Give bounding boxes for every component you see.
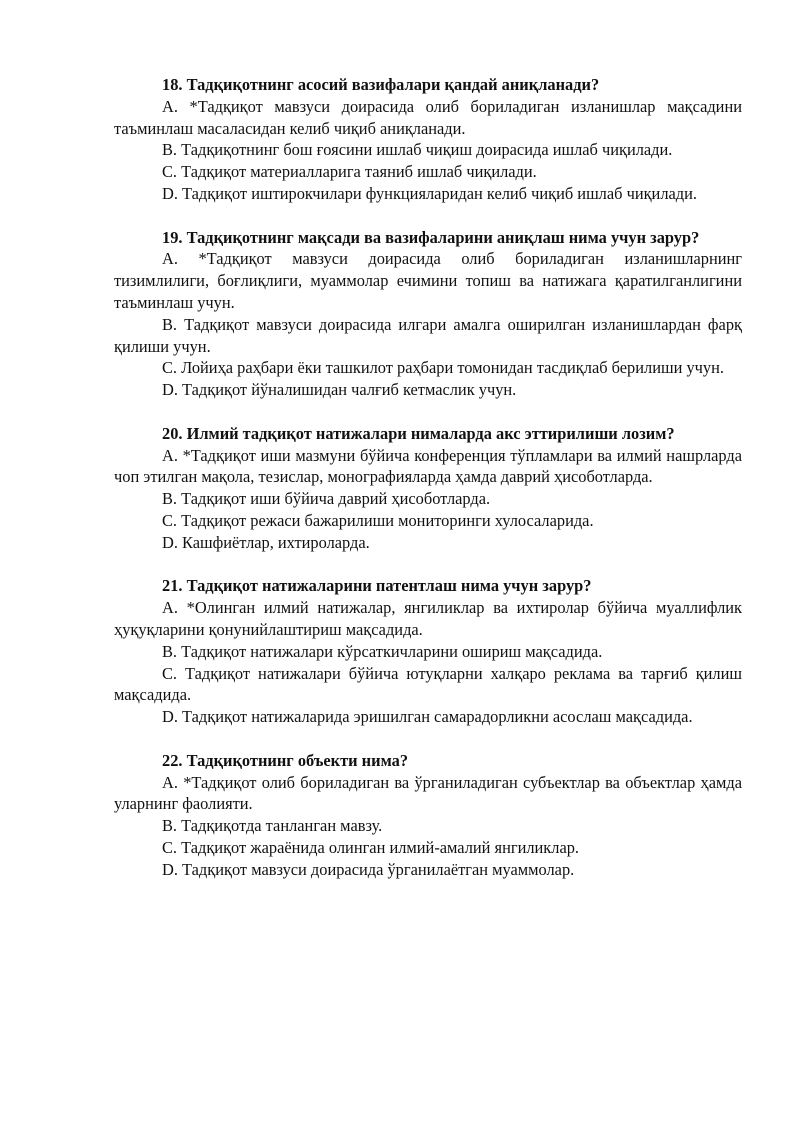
answer-option-a: А. *Олинган илмий натижалар, янгиликлар ва ихтиролар бўйича муаллифлик ҳуқуқларини қонунийлаштириш мақсадида. bbox=[114, 598, 742, 639]
answer-option-a: А. *Тадқиқот мавзуси доирасида олиб бориладиган изланишлар мақсадини таъминлаш масаласидан келиб чиқиб аниқланади. bbox=[114, 96, 742, 138]
answer-option-b: В. Тадқиқот натижалари кўрсаткичларини ошириш мақсадида. bbox=[162, 641, 603, 661]
answer-option-b: В. Тадқиқотда танланган мавзу. bbox=[162, 816, 383, 836]
answer-option-c: С. Тадқиқот режаси бажарилиши мониторинги хулосаларида. bbox=[162, 510, 594, 530]
answer-option-a: А. *Тадқиқот мавзуси доирасида олиб бориладиган изланишларнинг тизимлилиги, боғлиқлиги, муаммолар ечимини топиш ва натижага қаратилганлигини таъминлаш учун. bbox=[114, 249, 742, 312]
answer-option-a: А. *Тадқиқот олиб бориладиган ва ўрганиладиган субъектлар ва объектлар ҳамда уларнинг фаолияти. bbox=[114, 772, 742, 814]
answer-option-c: С. Тадқиқот материалларига таяниб ишлаб чиқилади. bbox=[162, 162, 537, 182]
answer-option-c: С. Тадқиқот натижалари бўйича ютуқларни халқаро реклама ва тарғиб қилиш мақсадида. bbox=[114, 663, 742, 705]
answer-option-d: D. Тадқиқот мавзуси доирасида ўрганилаётган муаммолар. bbox=[162, 859, 575, 879]
answer-option-b: В. Тадқиқот иши бўйича даврий ҳисоботларда. bbox=[162, 489, 491, 509]
answer-option-d: D. Тадқиқот натижаларида эришилган самарадорликни асослаш мақсадида. bbox=[162, 707, 693, 727]
answer-option-a: А. *Тадқиқот иши мазмуни бўйича конференция тўпламлари ва илмий нашрларда чоп этилган мақола, тезислар, монографияларда ҳамда даврий ҳисоботларда. bbox=[114, 445, 742, 487]
question-title: 18. Тадқиқотнинг асосий вазифалари қандай аниқланади? bbox=[162, 75, 600, 94]
answer-option-c: С. Тадқиқот жараёнида олинган илмий-амалий янгиликлар. bbox=[162, 837, 580, 857]
question-title: 21. Тадқиқот натижаларини патентлаш нима учун зарур? bbox=[162, 576, 592, 596]
answer-option-c: С. Лойиҳа раҳбари ёки ташкилот раҳбари томонидан тасдиқлаб берилиши учун. bbox=[162, 358, 724, 378]
question-title: 22. Тадқиқотнинг объекти нима? bbox=[162, 750, 409, 770]
question-list bbox=[114, 74, 742, 902]
question-19 bbox=[114, 227, 742, 401]
answer-option-d: D. Тадқиқот иштирокчилари функцияларидан келиб чиқиб ишлаб чиқилади. bbox=[162, 183, 697, 203]
question-title: 19. Тадқиқотнинг мақсади ва вазифаларини аниқлаш нима учун зарур? bbox=[162, 227, 700, 247]
answer-option-b: В. Тадқиқотнинг бош ғоясини ишлаб чиқиш доирасида ишлаб чиқилади. bbox=[162, 140, 673, 160]
question-18 bbox=[114, 74, 742, 205]
question-22 bbox=[114, 750, 742, 881]
answer-option-d: D. Кашфиётлар, ихтироларда. bbox=[162, 532, 370, 552]
answer-option-d: D. Тадқиқот йўналишидан чалғиб кетмаслик учун. bbox=[162, 380, 517, 400]
question-title: 20. Илмий тадқиқот натижалари нималарда акс эттирилиши лозим? bbox=[162, 423, 675, 443]
answer-option-b: В. Тадқиқот мавзуси доирасида илгари амалга оширилган изланишлардан фарқ қилиши учун. bbox=[114, 314, 742, 356]
question-20 bbox=[114, 423, 742, 554]
question-21 bbox=[114, 575, 742, 728]
